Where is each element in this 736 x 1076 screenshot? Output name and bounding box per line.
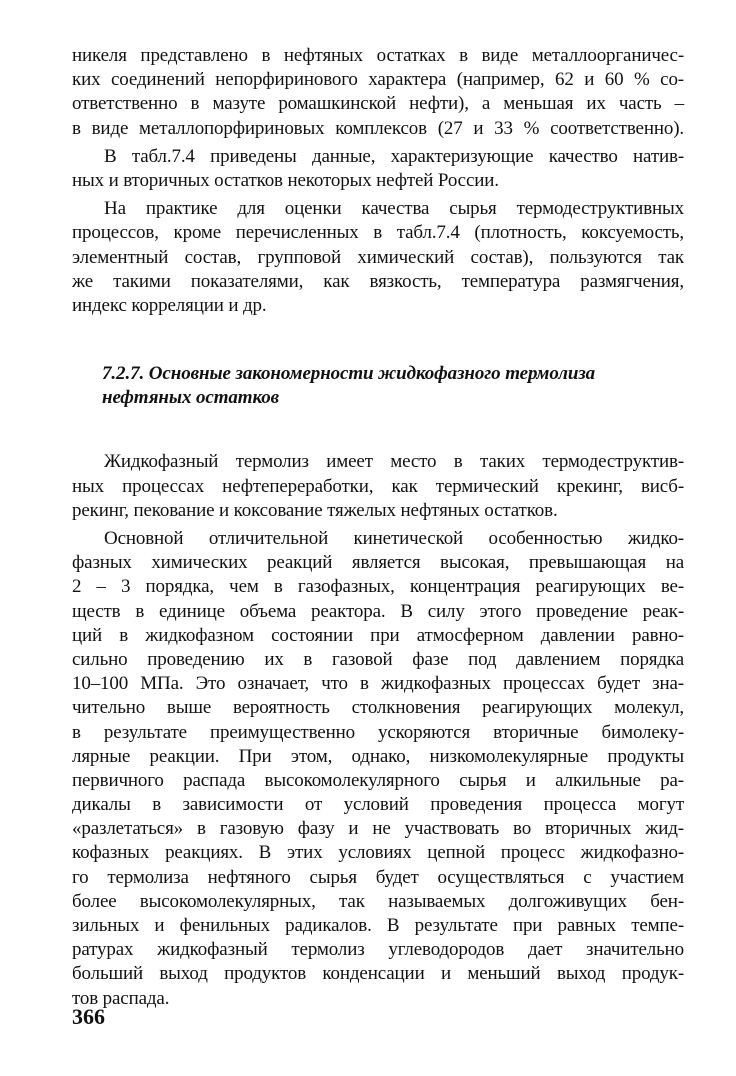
text-line: «разлетаться» в газовую фазу и не участвовать во вторичных жид- <box>72 818 684 840</box>
page-number: 366 <box>72 1004 105 1029</box>
text-line: более высокомолекулярных, так называемых долгоживущих бен- <box>72 890 684 912</box>
text-line: ных и вторичных остатков некоторых нефтей России. <box>72 169 499 191</box>
text-line: го термолиза нефтяного сырья будет осуществляться с участием <box>72 866 684 888</box>
paragraph-3 <box>72 197 684 318</box>
text-line: в виде металлопорфириновых комплексов (27 и 33 % соответственно). <box>72 117 684 139</box>
text-line: кофазных реакциях. В этих условиях цепной процесс жидкофазно- <box>72 842 684 864</box>
text-line: ответственно в мазуте ромашкинской нефти), а меньшая их часть – <box>72 93 684 115</box>
text-line: 10–100 МПа. Это означает, что в жидкофазных процессах будет зна- <box>72 673 684 695</box>
text-line: в результате преимущественно ускоряются вторичные бимолеку- <box>72 721 684 743</box>
heading-line: нефтяных остатков <box>102 387 280 409</box>
text-line: зильных и фенильных радикалов. В результате при равных темпе- <box>72 915 684 936</box>
section-heading <box>72 362 684 410</box>
text-line: ществ в единице объема реактора. В силу этого проведение реак- <box>72 600 684 622</box>
text-line: никеля представлено в нефтяных остатках в виде металлоорганичес- <box>72 45 684 66</box>
text-line: На практике для оценки качества сырья термодеструктивных <box>104 198 684 220</box>
text-line: процессов, кроме перечисленных в табл.7.4 (плотность, коксуемость, <box>72 222 684 244</box>
text-line: ратурах жидкофазный термолиз углеводородов дает значительно <box>72 939 684 961</box>
text-line: Жидкофазный термолиз имеет место в таких термодеструктив- <box>104 451 684 473</box>
text-line: ных процессах нефтепереработки, как термический крекинг, висб- <box>72 475 684 497</box>
text-line: тов распада. <box>72 987 170 1009</box>
text-line: больший выход продуктов конденсации и меньший выход продук- <box>72 963 684 985</box>
text-line: Основной отличительной кинетической особенностью жидко- <box>104 528 684 549</box>
text-line: 2 – 3 порядка, чем в газофазных, концентрация реагирующих ве- <box>72 576 684 598</box>
text-line: ций в жидкофазном состоянии при атмосферном давлении равно- <box>72 624 684 646</box>
text-line: ких соединений непорфиринового характера (например, 62 и 60 % со- <box>72 69 684 91</box>
text-line: первичного распада высокомолекулярного сырья и алкильные ра- <box>72 769 684 791</box>
text-line: фазных химических реакций является высокая, превышающая на <box>72 552 684 574</box>
text-line: лярные реакции. При этом, однако, низкомолекулярные продукты <box>72 745 684 767</box>
text-line: рекинг, пекование и коксование тяжелых нефтяных остатков. <box>72 499 558 521</box>
paragraph-1 <box>72 44 684 141</box>
paragraph-4 <box>72 450 684 523</box>
paragraph-5 <box>72 527 684 1011</box>
text-line: же такими показателями, как вязкость, температура размягчения, <box>72 270 684 292</box>
text-line: сильно проведению их в газовой фазе под давлением порядка <box>72 648 684 670</box>
heading-line: 7.2.7. Основные закономерности жидкофазного термолиза <box>102 363 596 385</box>
text-line: дикалы в зависимости от условий проведения процесса могут <box>72 794 684 816</box>
paragraph-2 <box>72 145 684 193</box>
text-line: индекс корреляции и др. <box>72 294 267 316</box>
text-line: В табл.7.4 приведены данные, характеризующие качество натив- <box>104 145 684 167</box>
text-line: элементный состав, групповой химический состав), пользуются так <box>72 246 684 268</box>
text-line: чительно выше вероятность столкновения реагирующих молекул, <box>72 697 684 719</box>
page-body <box>72 44 684 1011</box>
